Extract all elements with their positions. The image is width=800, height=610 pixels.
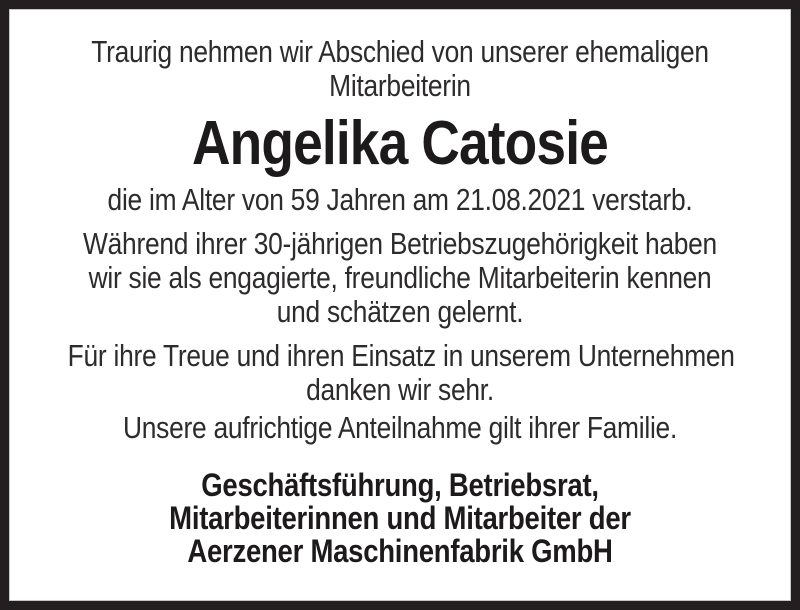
tribute-paragraph bbox=[9, 227, 791, 329]
death-info-paragraph bbox=[9, 183, 791, 217]
tribute-line: Während ihrer 30-jährigen Betriebszugehörigkeit haben bbox=[83, 226, 717, 261]
signature-line: Aerzener Maschinenfabrik GmbH bbox=[187, 533, 613, 569]
intro-line: Traurig nehmen wir Abschied von unserer ehemaligen bbox=[91, 34, 709, 69]
tribute-line: und schätzen gelernt. bbox=[276, 294, 524, 329]
condolence-paragraph bbox=[9, 411, 791, 445]
gratitude-line: danken wir sehr. bbox=[306, 372, 494, 407]
obituary-content bbox=[9, 9, 791, 601]
tribute-line: wir sie als engagierte, freundliche Mitarbeiterin kennen bbox=[88, 260, 712, 295]
condolence-line: Unsere aufrichtige Anteilnahme gilt ihrer Familie. bbox=[122, 410, 678, 445]
intro-paragraph bbox=[9, 35, 791, 103]
signature-paragraph bbox=[9, 469, 791, 568]
signature-line: Geschäftsführung, Betriebsrat, bbox=[201, 467, 599, 503]
gratitude-paragraph bbox=[9, 339, 791, 407]
gratitude-line: Für ihre Treue und ihren Einsatz in unserem Unternehmen bbox=[67, 338, 735, 373]
deceased-name: Angelika Catosie bbox=[192, 109, 608, 178]
signature-line: Mitarbeiterinnen und Mitarbeiter der bbox=[169, 500, 631, 536]
intro-line: Mitarbeiterin bbox=[329, 68, 471, 103]
death-info-line: die im Alter von 59 Jahren am 21.08.2021 verstarb. bbox=[107, 182, 693, 217]
